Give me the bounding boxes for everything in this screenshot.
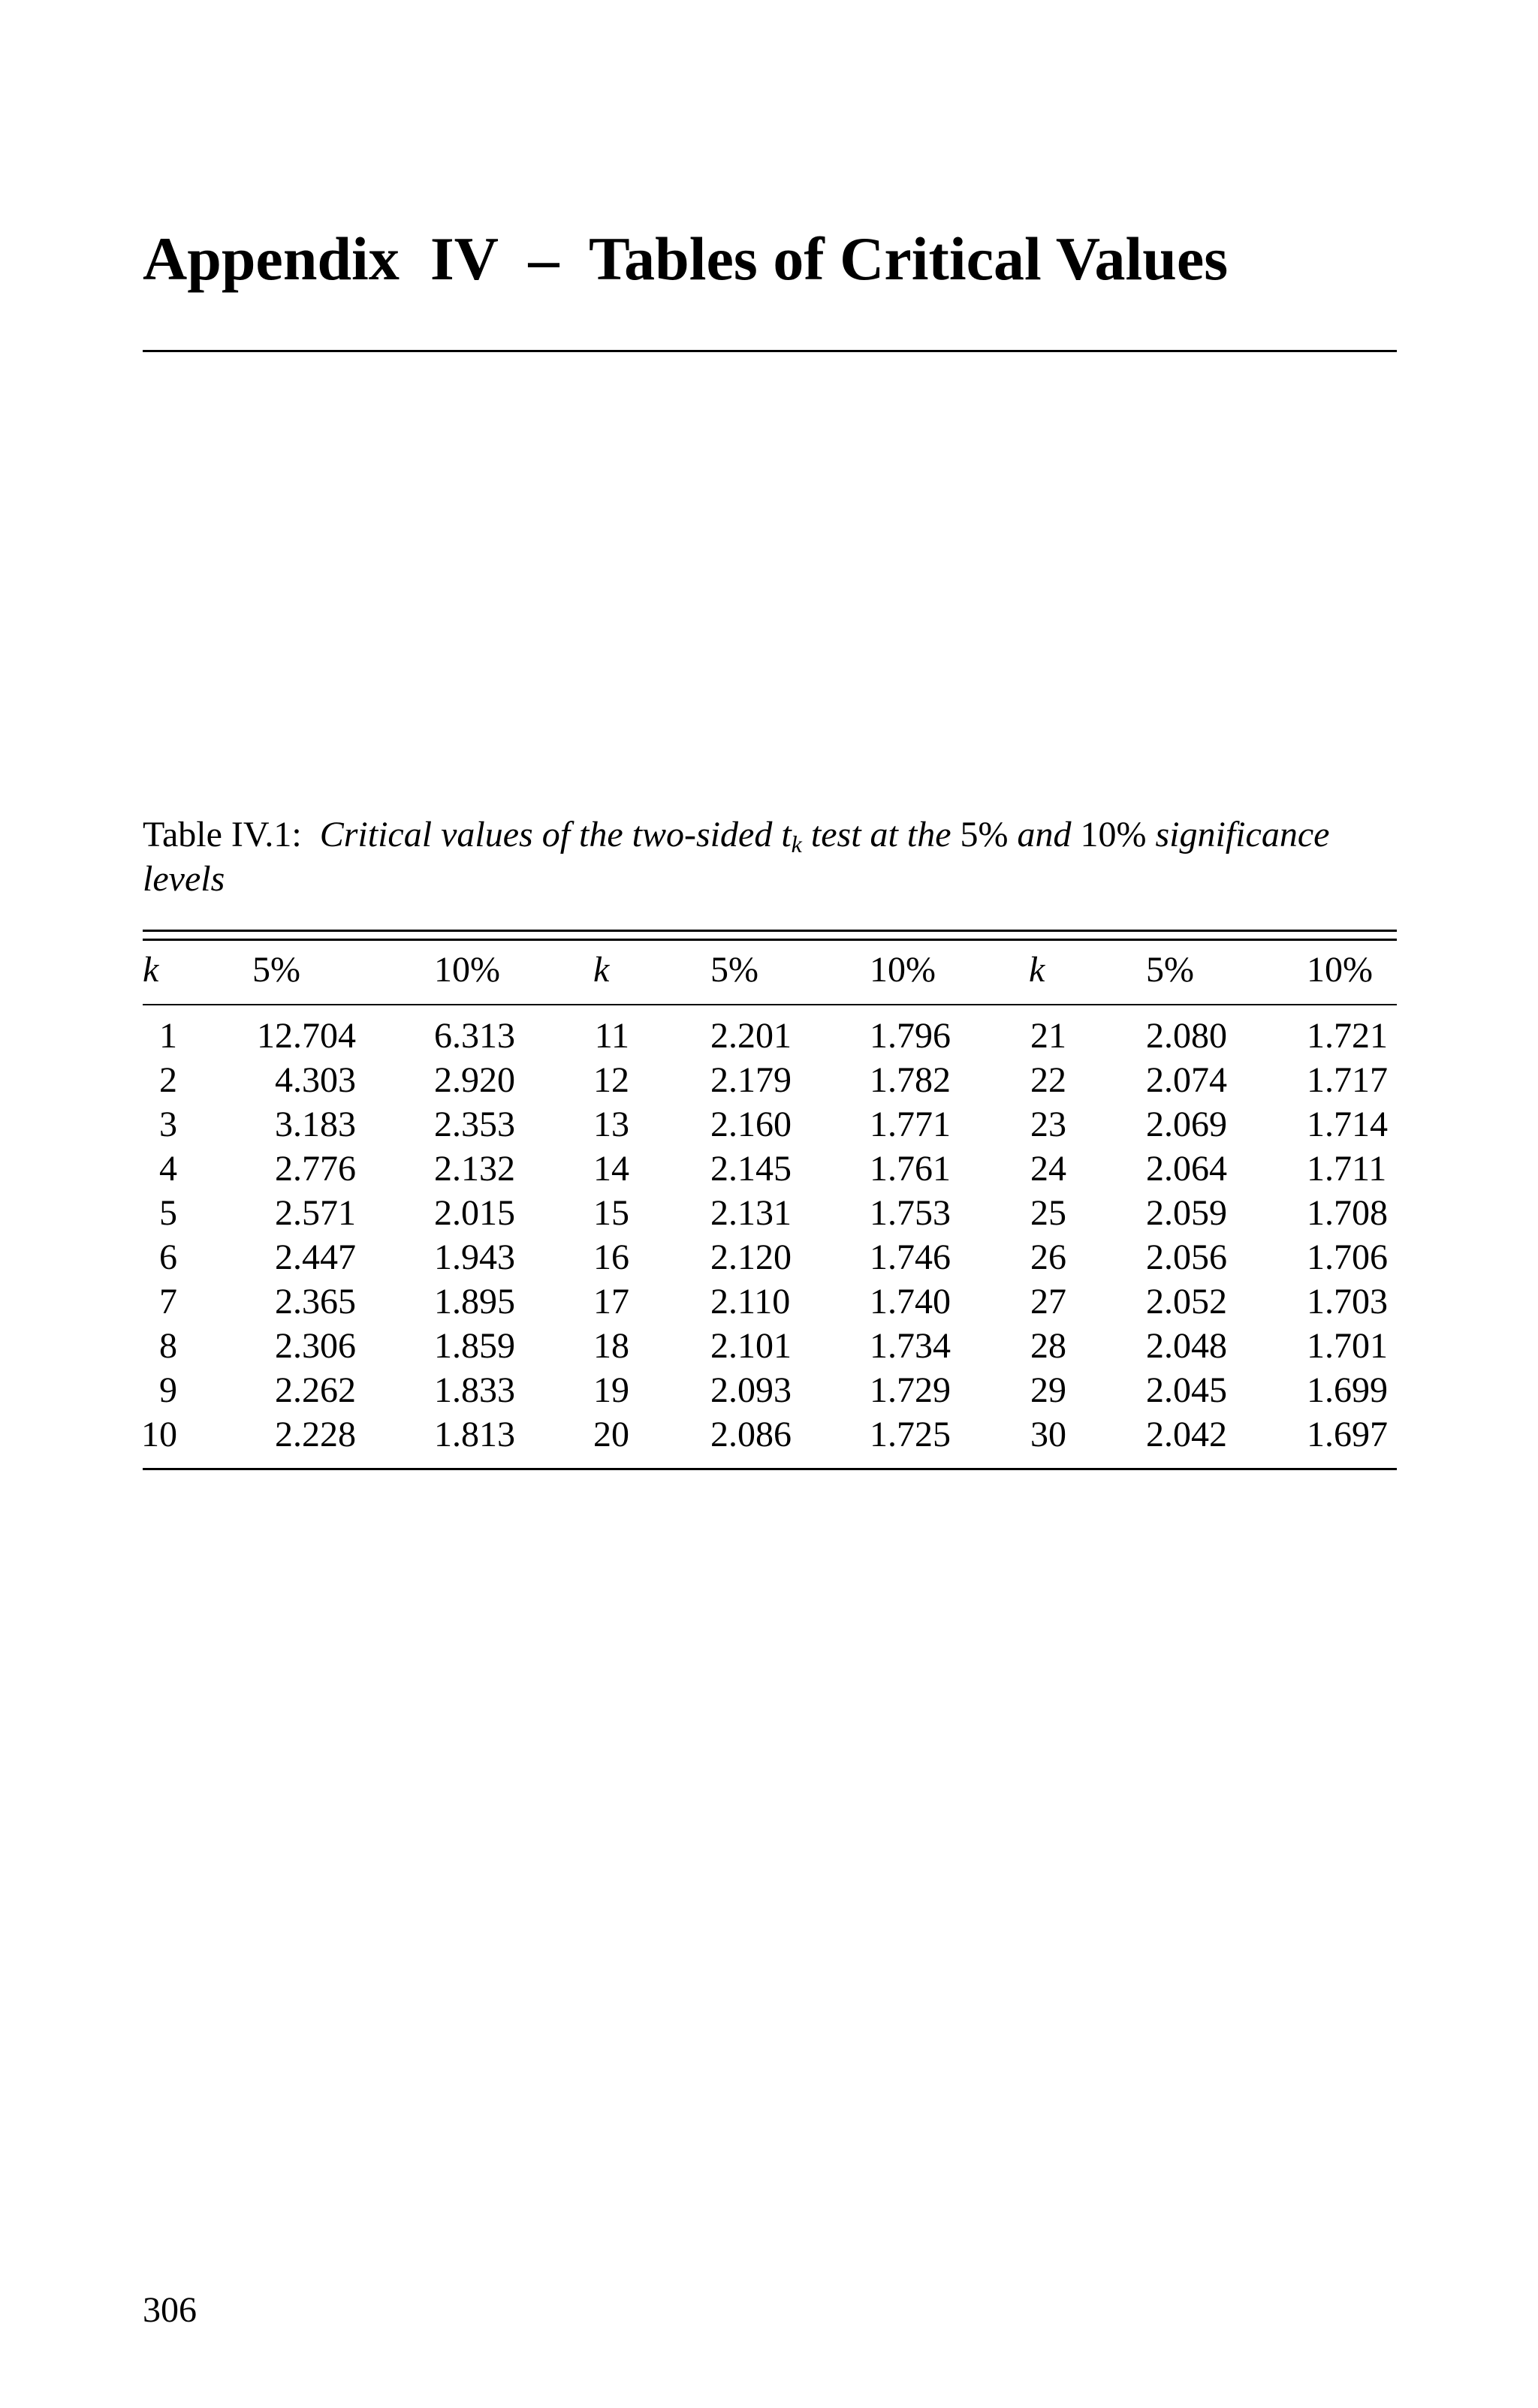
- table-cell-value: 1.813: [434, 1415, 515, 1454]
- table-cell-value: 2.306: [275, 1326, 356, 1366]
- table-cell-value: 2.160: [710, 1105, 792, 1144]
- table-cell-k: 10: [141, 1415, 177, 1454]
- caption-text-2: test at the: [810, 815, 951, 854]
- table-cell-value: 2.052: [1146, 1282, 1227, 1322]
- table-cell-value: 1.711: [1307, 1149, 1387, 1189]
- table-cell-k: 26: [1030, 1237, 1066, 1277]
- caption-t-subscript: k: [791, 830, 802, 857]
- table-cell-k: 11: [594, 1016, 629, 1056]
- table-cell-value: 2.056: [1146, 1237, 1227, 1277]
- table-cell-value: 2.015: [434, 1193, 515, 1233]
- table-cell-value: 2.201: [710, 1016, 792, 1056]
- table-cell-value: 1.721: [1307, 1016, 1388, 1056]
- table-header-rule: [143, 1004, 1397, 1005]
- table-cell-value: 2.074: [1146, 1060, 1227, 1100]
- caption-label: Table IV.1:: [143, 815, 302, 854]
- caption-and: and: [1017, 815, 1072, 854]
- table-cell-value: 1.771: [870, 1105, 951, 1144]
- table-cell-value: 1.697: [1307, 1415, 1388, 1454]
- table-cell-value: 2.365: [275, 1282, 356, 1322]
- table-cell-value: 2.048: [1146, 1326, 1227, 1366]
- title-rule: [143, 350, 1397, 352]
- table-cell-value: 4.303: [275, 1060, 356, 1100]
- table-cell-value: 2.132: [434, 1149, 515, 1189]
- table-cell-value: 2.093: [710, 1370, 792, 1410]
- table-cell-value: 1.796: [870, 1016, 951, 1056]
- table-cell-k: 15: [593, 1193, 629, 1233]
- table-bottom-rule: [143, 1468, 1397, 1470]
- table-cell-value: 1.740: [870, 1282, 951, 1322]
- caption-pct10: 10%: [1080, 815, 1147, 854]
- table-cell-value: 2.131: [710, 1193, 792, 1233]
- column-header: 5%: [252, 950, 300, 990]
- table-top-rule: [143, 930, 1397, 932]
- table-cell-k: 13: [593, 1105, 629, 1144]
- table-cell-k: 24: [1030, 1149, 1066, 1189]
- table-cell-k: 2: [159, 1060, 177, 1100]
- table-cell-value: 2.776: [275, 1149, 356, 1189]
- table-cell-value: 1.746: [870, 1237, 951, 1277]
- table-cell-value: 1.703: [1307, 1282, 1388, 1322]
- table-cell-value: 2.262: [275, 1370, 356, 1410]
- table-cell-value: 6.313: [434, 1016, 515, 1056]
- table-cell-value: 2.045: [1146, 1370, 1227, 1410]
- table-cell-k: 21: [1030, 1016, 1066, 1056]
- table-cell-k: 12: [593, 1060, 629, 1100]
- table-cell-value: 1.725: [870, 1415, 951, 1454]
- table-cell-value: 1.699: [1307, 1370, 1388, 1410]
- table-cell-value: 1.833: [434, 1370, 515, 1410]
- table-cell-k: 23: [1030, 1105, 1066, 1144]
- page-title: Appendix IV – Tables of Critical Values: [143, 225, 1229, 293]
- page-number: 306: [143, 2290, 197, 2330]
- table-cell-value: 2.920: [434, 1060, 515, 1100]
- caption-text-1: Critical values of the two-sided: [319, 815, 773, 854]
- table-cell-value: 1.895: [434, 1282, 515, 1322]
- table-top-rule-inner: [143, 939, 1397, 941]
- table-cell-value: 12.704: [257, 1016, 356, 1056]
- table-cell-k: 29: [1030, 1370, 1066, 1410]
- table-cell-value: 2.228: [275, 1415, 356, 1454]
- table-cell-k: 3: [159, 1105, 177, 1144]
- table-cell-k: 8: [159, 1326, 177, 1366]
- caption-t-symbol: t: [781, 815, 792, 854]
- table-cell-k: 22: [1030, 1060, 1066, 1100]
- column-header: k: [1029, 950, 1045, 990]
- table-cell-k: 17: [593, 1282, 629, 1322]
- table-cell-value: 2.120: [710, 1237, 792, 1277]
- table-cell-k: 7: [159, 1282, 177, 1322]
- table-cell-value: 2.064: [1146, 1149, 1227, 1189]
- table-cell-k: 19: [593, 1370, 629, 1410]
- table-caption: [143, 812, 1397, 901]
- table-cell-value: 2.145: [710, 1149, 792, 1189]
- table-cell-value: 2.059: [1146, 1193, 1227, 1233]
- table-cell-value: 1.859: [434, 1326, 515, 1366]
- table-cell-k: 28: [1030, 1326, 1066, 1366]
- table-cell-k: 1: [159, 1016, 177, 1056]
- table-cell-value: 2.042: [1146, 1415, 1227, 1454]
- table-cell-value: 1.701: [1307, 1326, 1388, 1366]
- table-cell-k: 4: [159, 1149, 177, 1189]
- table-cell-value: 2.069: [1146, 1105, 1227, 1144]
- table-cell-value: 3.183: [275, 1105, 356, 1144]
- table-cell-value: 1.706: [1307, 1237, 1388, 1277]
- table-cell-k: 18: [593, 1326, 629, 1366]
- table-cell-k: 16: [593, 1237, 629, 1277]
- table-cell-value: 1.717: [1307, 1060, 1388, 1100]
- table-cell-value: 2.447: [275, 1237, 356, 1277]
- table-cell-k: 5: [159, 1193, 177, 1233]
- table-cell-value: 1.753: [870, 1193, 951, 1233]
- table-cell-k: 30: [1030, 1415, 1066, 1454]
- table-cell-value: 2.353: [434, 1105, 515, 1144]
- table-cell-value: 2.179: [710, 1060, 792, 1100]
- table-cell-value: 2.080: [1146, 1016, 1227, 1056]
- column-header: 10%: [434, 950, 500, 990]
- table-cell-value: 1.714: [1307, 1105, 1388, 1144]
- table-cell-value: 1.761: [870, 1149, 951, 1189]
- table-cell-k: 27: [1030, 1282, 1066, 1322]
- column-header: 10%: [870, 950, 936, 990]
- column-header: k: [593, 950, 610, 990]
- column-header: k: [143, 950, 159, 990]
- caption-text-3: significance levels: [143, 815, 1330, 899]
- table-cell-value: 1.734: [870, 1326, 951, 1366]
- table-cell-value: 1.782: [870, 1060, 951, 1100]
- table-cell-k: 9: [159, 1370, 177, 1410]
- table-cell-value: 2.110: [710, 1282, 791, 1322]
- caption-pct5: 5%: [960, 815, 1009, 854]
- table-cell-value: 1.708: [1307, 1193, 1388, 1233]
- table-cell-k: 20: [593, 1415, 629, 1454]
- column-header: 5%: [710, 950, 758, 990]
- table-cell-value: 1.943: [434, 1237, 515, 1277]
- table-cell-value: 2.086: [710, 1415, 792, 1454]
- column-header: 10%: [1307, 950, 1373, 990]
- table-cell-value: 2.101: [710, 1326, 792, 1366]
- column-header: 5%: [1146, 950, 1194, 990]
- table-cell-k: 25: [1030, 1193, 1066, 1233]
- table-cell-value: 2.571: [275, 1193, 356, 1233]
- table-cell-k: 14: [593, 1149, 629, 1189]
- table-cell-value: 1.729: [870, 1370, 951, 1410]
- table-cell-k: 6: [159, 1237, 177, 1277]
